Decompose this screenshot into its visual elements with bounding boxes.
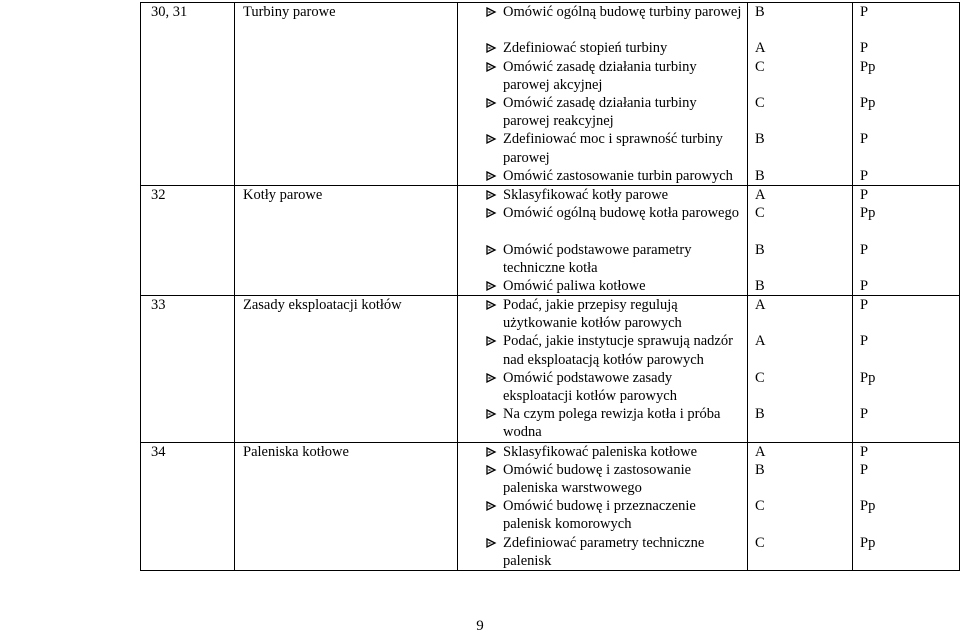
level-code: B xyxy=(755,461,765,478)
requirement-list xyxy=(860,3,959,185)
goals-cell xyxy=(458,3,748,186)
level-list xyxy=(755,3,852,185)
arrow-bullet-icon xyxy=(484,277,498,295)
goal-text: Omówić zasadę działania turbiny parowej reakcyjnej xyxy=(503,94,697,130)
requirement-code: Pp xyxy=(860,94,876,111)
arrow-bullet-icon xyxy=(484,497,498,515)
level-code: B xyxy=(755,277,765,294)
requirement-code: P xyxy=(860,333,869,350)
lesson-number: 34 xyxy=(141,442,235,570)
level-cell xyxy=(748,185,853,295)
goal-item xyxy=(458,167,747,185)
requirement-code: Pp xyxy=(860,205,876,222)
requirement-code: P xyxy=(860,277,869,294)
goals-cell xyxy=(458,442,748,570)
requirement-code: P xyxy=(860,167,869,184)
arrow-bullet-icon xyxy=(484,94,498,112)
goal-item xyxy=(458,332,747,368)
goals-list xyxy=(458,296,747,442)
goal-text: Podać, jakie instytucje sprawują nadzór nad eksploatacją kotłów parowych xyxy=(503,333,733,368)
goal-text: Omówić ogólną budowę kotła parowego xyxy=(503,205,739,222)
arrow-bullet-icon xyxy=(484,369,498,387)
goal-text: Omówić zasadę działania turbiny parowej akcyjnej xyxy=(503,58,697,93)
level-list xyxy=(755,296,852,442)
requirement-cell xyxy=(853,185,960,295)
goal-text: Omówić budowę i zastosowanie paleniska warstwowego xyxy=(503,461,692,497)
requirement-code: P xyxy=(860,40,869,57)
goal-item xyxy=(458,39,747,57)
arrow-bullet-icon xyxy=(484,130,498,148)
lesson-number: 32 xyxy=(141,185,235,295)
goal-item xyxy=(458,443,747,461)
arrow-bullet-icon xyxy=(484,461,498,479)
level-code: C xyxy=(755,58,765,75)
table-row xyxy=(141,296,960,443)
requirement-code: P xyxy=(860,4,869,20)
requirement-code: Pp xyxy=(860,58,876,75)
level-code: B xyxy=(755,406,765,423)
arrow-bullet-icon xyxy=(484,186,498,204)
topic-title: Zasady eksploatacji kotłów xyxy=(235,296,458,443)
goal-item xyxy=(458,94,747,130)
arrow-bullet-icon xyxy=(484,204,498,222)
level-code: B xyxy=(755,131,765,148)
requirement-cell xyxy=(853,296,960,443)
arrow-bullet-icon xyxy=(484,241,498,259)
level-code: A xyxy=(755,40,766,57)
goal-text: Omówić ogólną budowę turbiny parowej xyxy=(503,4,742,20)
goal-text: Omówić podstawowe parametry techniczne kotła xyxy=(503,241,692,276)
requirement-code: Pp xyxy=(860,498,876,515)
level-code: A xyxy=(755,443,766,460)
goal-item xyxy=(458,534,747,570)
goal-text: Omówić budowę i przeznaczenie palenisk komorowych xyxy=(503,498,696,533)
goal-item xyxy=(458,58,747,94)
goals-list xyxy=(458,3,747,185)
arrow-bullet-icon xyxy=(484,296,498,314)
lesson-number: 33 xyxy=(141,296,235,443)
arrow-bullet-icon xyxy=(484,3,498,21)
requirement-list xyxy=(860,443,959,570)
goal-text: Podać, jakie przepisy regulują użytkowanie kotłów parowych xyxy=(503,297,682,332)
goal-item xyxy=(458,369,747,405)
goal-item xyxy=(458,296,747,332)
level-code: B xyxy=(755,167,765,184)
goal-item xyxy=(458,3,747,39)
requirement-cell xyxy=(853,442,960,570)
level-code: C xyxy=(755,369,765,386)
requirement-code: P xyxy=(860,186,869,203)
goal-item xyxy=(458,405,747,441)
goal-text: Omówić paliwa kotłowe xyxy=(503,277,646,294)
goal-text: Zdefiniować parametry techniczne palenisk xyxy=(503,534,705,569)
curriculum-table-body xyxy=(141,3,960,571)
requirement-list xyxy=(860,296,959,442)
goals-cell xyxy=(458,185,748,295)
arrow-bullet-icon xyxy=(484,534,498,552)
requirement-code: P xyxy=(860,131,869,148)
level-code: A xyxy=(755,186,766,203)
topic-title: Paleniska kotłowe xyxy=(235,442,458,570)
goal-item xyxy=(458,497,747,533)
requirement-code: P xyxy=(860,297,869,314)
level-cell xyxy=(748,296,853,443)
goal-text: Omówić podstawowe zasady eksploatacji kotłów parowych xyxy=(503,369,677,405)
arrow-bullet-icon xyxy=(484,167,498,185)
arrow-bullet-icon xyxy=(484,39,498,57)
requirement-code: P xyxy=(860,461,869,478)
goal-text: Sklasyfikować paleniska kotłowe xyxy=(503,443,698,460)
arrow-bullet-icon xyxy=(484,405,498,423)
goal-item xyxy=(458,241,747,277)
level-code: B xyxy=(755,4,765,20)
goal-text: Zdefiniować stopień turbiny xyxy=(503,40,668,57)
level-cell xyxy=(748,442,853,570)
level-code: B xyxy=(755,241,765,258)
level-list xyxy=(755,443,852,570)
requirement-code: P xyxy=(860,241,869,258)
goal-text: Omówić zastosowanie turbin parowych xyxy=(503,167,733,184)
goals-cell xyxy=(458,296,748,443)
level-code: C xyxy=(755,94,765,111)
arrow-bullet-icon xyxy=(484,443,498,461)
topic-title: Kotły parowe xyxy=(235,185,458,295)
curriculum-table xyxy=(140,2,960,571)
table-row xyxy=(141,3,960,186)
goal-item xyxy=(458,186,747,204)
requirement-list xyxy=(860,186,959,295)
topic-title: Turbiny parowe xyxy=(235,3,458,186)
level-code: C xyxy=(755,534,765,551)
table-row xyxy=(141,442,960,570)
level-code: A xyxy=(755,333,766,350)
requirement-code: Pp xyxy=(860,369,876,386)
requirement-cell xyxy=(853,3,960,186)
level-code: C xyxy=(755,205,765,222)
page-number: 9 xyxy=(476,618,484,634)
goals-list xyxy=(458,186,747,295)
goal-text: Sklasyfikować kotły parowe xyxy=(503,186,669,203)
arrow-bullet-icon xyxy=(484,58,498,76)
level-list xyxy=(755,186,852,295)
goal-text: Na czym polega rewizja kotła i próba wodna xyxy=(503,406,721,441)
goal-item xyxy=(458,277,747,295)
requirement-code: P xyxy=(860,406,869,423)
goal-item xyxy=(458,130,747,166)
arrow-bullet-icon xyxy=(484,332,498,350)
level-code: C xyxy=(755,498,765,515)
level-code: A xyxy=(755,297,766,314)
lesson-number: 30, 31 xyxy=(141,3,235,186)
requirement-code: P xyxy=(860,443,869,460)
goal-item xyxy=(458,204,747,240)
requirement-code: Pp xyxy=(860,534,876,551)
table-row xyxy=(141,185,960,295)
goal-text: Zdefiniować moc i sprawność turbiny parowej xyxy=(503,131,723,166)
goal-item xyxy=(458,461,747,497)
goals-list xyxy=(458,443,747,570)
level-cell xyxy=(748,3,853,186)
